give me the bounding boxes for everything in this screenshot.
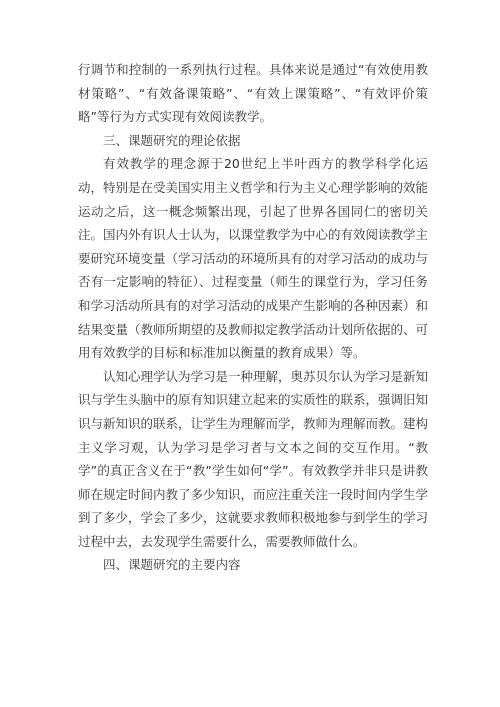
paragraph-continuation: 行调节和控制的一系列执行过程。具体来说是通过“有效使用教材策略”、“有效备课策略”、“有效上课策略”、“有效评价策略”等行为方式实现有效阅读教学。: [78, 62, 428, 125]
section-heading-theory: 三、课题研究的理论依据: [103, 132, 241, 148]
document-body: [78, 58, 428, 577]
paragraph-effective-teaching: 有效教学的理念源于20世纪上半叶西方的教学科学化运动，特别是在受美国实用主义哲学和行为主义心理学影响的效能运动之后，这一概念频繁出现，引起了世界各国同仁的密切关注。国内外有识人士认为，以课堂教学为中心的有效阅读教学主要研究环境变量（学习活动的环境所具有的对学习活动的成功与否有一定影响的特征）、过程变量（师生的课堂行为，学习任务和学习活动所具有的对学习活动的成果产生影响的各种因素）和结果变量（教师所期望的及教师拟定教学活动计划所依据的、可用有效教学的目标和标准加以衡量的教育成果）等。: [78, 156, 429, 361]
section-heading-main-content: 四、课题研究的主要内容: [103, 557, 241, 573]
paragraph-cognitive-psychology: 认知心理学认为学习是一种理解，奥苏贝尔认为学习是新知识与学生头脑中的原有知识建立起来的实质性的联系，强调旧知识与新知识的联系，让学生为理解而学，教师为理解而教。建构主义学习观，认为学习是学习者与文本之间的交互作用。“教学”的真正含义在于“教”学生如何“学”。有效教学并非只是讲教师在规定时间内教了多少知识，而应注重关注一段时间内学生学到了多少，学会了多少，这就要求教师积极地参与到学生的学习过程中去，去发现学生需要什么，需要教师做什么。: [78, 368, 429, 549]
